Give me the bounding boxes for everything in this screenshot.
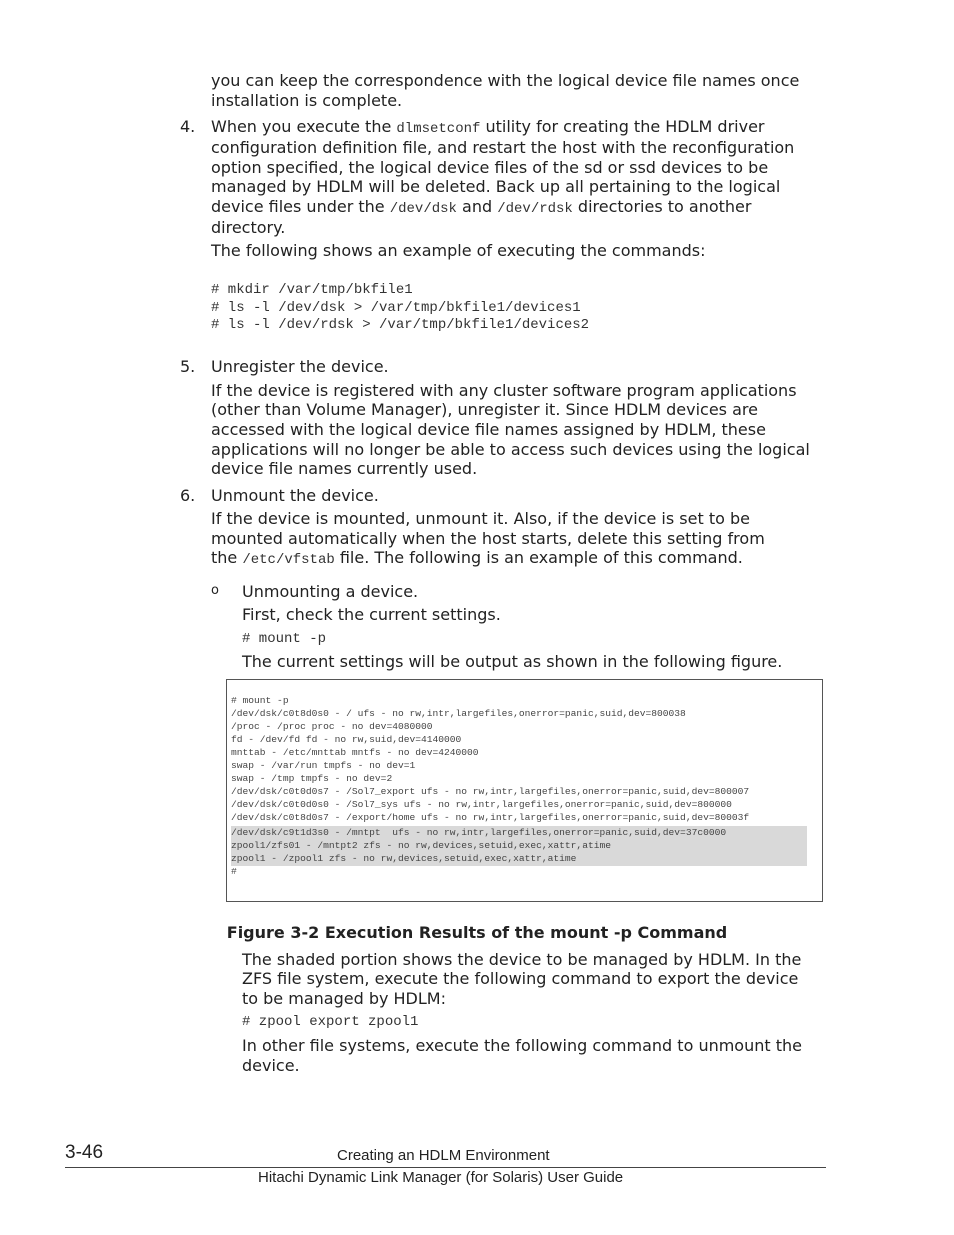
paragraph-line: The shaded portion shows the device to be managed by HDLM. In the xyxy=(242,950,802,969)
paragraph-line: configuration definition file, and restart the host with the reconfiguration xyxy=(211,138,795,157)
paragraph-line: First, check the current settings. xyxy=(242,605,501,624)
figure-line: /dev/dsk/c0t8d0s7 - /export/home ufs - no rw,intr,largefiles,onerror=panic,suid,dev=80003f xyxy=(231,812,750,823)
step-number: 4. xyxy=(180,117,196,136)
code-line: # zpool export zpool1 xyxy=(242,1014,419,1030)
step-title: Unregister the device. xyxy=(211,357,389,376)
paragraph-line: In other file systems, execute the following command to unmount the xyxy=(242,1036,802,1055)
figure-line: /dev/dsk/c0t8d0s0 - / ufs - no rw,intr,largefiles,onerror=panic,suid,dev=800038 xyxy=(231,708,686,719)
paragraph-line: accessed with the logical device file names assigned by HDLM, these xyxy=(211,420,766,439)
paragraph-line: device. xyxy=(242,1056,300,1075)
paragraph-line: you can keep the correspondence with the logical device file names once xyxy=(211,71,800,90)
bullet-icon: o xyxy=(211,583,219,598)
figure-caption: Figure 3-2 Execution Results of the mount -p Command xyxy=(226,923,728,942)
code-line: # mkdir /var/tmp/bkfile1 xyxy=(211,282,413,298)
step-number: 5. xyxy=(180,357,196,376)
mount-output-figure xyxy=(226,679,823,902)
figure-line: /dev/dsk/c0t0d0s7 - /Sol7_export ufs - no rw,intr,largefiles,onerror=panic,suid,dev=800007 xyxy=(231,786,750,797)
figure-line: mnttab - /etc/mnttab mntfs - no dev=4240000 xyxy=(231,747,479,758)
paragraph-line: The current settings will be output as shown in the following figure. xyxy=(242,652,783,671)
paragraph-line: If the device is mounted, unmount it. Also, if the device is set to be xyxy=(211,509,750,528)
figure-line: zpool1/zfs01 - /mntpt2 zfs - no rw,devices,setuid,exec,xattr,atime xyxy=(231,840,611,851)
paragraph-line: directory. xyxy=(211,218,286,237)
figure-line: /dev/dsk/c9t1d3s0 - /mntpt ufs - no rw,intr,largefiles,onerror=panic,suid,dev=37c0000 xyxy=(231,827,727,838)
paragraph-line: (other than Volume Manager), unregister it. Since HDLM devices are xyxy=(211,400,758,419)
inline-code: dlmsetconf xyxy=(396,121,481,137)
paragraph-line: mounted automatically when the host starts, delete this setting from xyxy=(211,529,765,548)
figure-line: /dev/dsk/c0t0d0s0 - /Sol7_sys ufs - no rw,intr,largefiles,onerror=panic,suid,dev=800000 xyxy=(231,799,732,810)
paragraph-line: to be managed by HDLM: xyxy=(242,989,446,1008)
figure-line: swap - /var/run tmpfs - no dev=1 xyxy=(231,760,416,771)
figure-line: # xyxy=(231,866,237,877)
step-title: Unmount the device. xyxy=(211,486,379,505)
step-number: 6. xyxy=(180,486,196,505)
figure-line: # mount -p xyxy=(231,695,289,706)
code-line: # ls -l /dev/dsk > /var/tmp/bkfile1/devices1 xyxy=(211,300,581,316)
paragraph-line: If the device is registered with any cluster software program applications xyxy=(211,381,797,400)
paragraph-line: ZFS file system, execute the following command to export the device xyxy=(242,969,799,988)
inline-code: /etc/vfstab xyxy=(242,552,335,568)
paragraph-line: option specified, the logical device files of the sd or ssd devices to be xyxy=(211,158,769,177)
paragraph-line: the /etc/vfstab file. The following is an example of this command. xyxy=(211,548,743,568)
paragraph-line: applications will no longer be able to access such devices using the logical xyxy=(211,440,810,459)
figure-line: zpool1 - /zpool1 zfs - no rw,devices,setuid,exec,xattr,atime xyxy=(231,853,577,864)
page-number: 3-46 xyxy=(65,1142,104,1163)
paragraph-line: The following shows an example of executing the commands: xyxy=(211,241,706,260)
figure-line: /proc - /proc proc - no dev=4080000 xyxy=(231,721,433,732)
paragraph-line: device file names currently used. xyxy=(211,459,478,478)
inline-code: /dev/rdsk xyxy=(497,201,573,217)
paragraph-line: installation is complete. xyxy=(211,91,403,110)
code-line: # ls -l /dev/rdsk > /var/tmp/bkfile1/devices2 xyxy=(211,317,590,333)
paragraph-line: When you execute the dlmsetconf utility for creating the HDLM driver xyxy=(211,117,765,137)
code-line: # mount -p xyxy=(242,631,327,647)
sub-step-title: Unmounting a device. xyxy=(242,582,419,601)
figure-line: fd - /dev/fd fd - no rw,suid,dev=4140000 xyxy=(231,734,462,745)
chapter-title: Creating an HDLM Environment xyxy=(337,1147,550,1164)
book-title: Hitachi Dynamic Link Manager (for Solaris) User Guide xyxy=(258,1169,624,1186)
paragraph-line: device files under the /dev/dsk and /dev/rdsk directories to another xyxy=(211,197,752,217)
footer-divider xyxy=(65,1167,826,1168)
inline-code: /dev/dsk xyxy=(389,201,457,217)
figure-line: swap - /tmp tmpfs - no dev=2 xyxy=(231,773,393,784)
paragraph-line: managed by HDLM will be deleted. Back up all pertaining to the logical xyxy=(211,177,781,196)
